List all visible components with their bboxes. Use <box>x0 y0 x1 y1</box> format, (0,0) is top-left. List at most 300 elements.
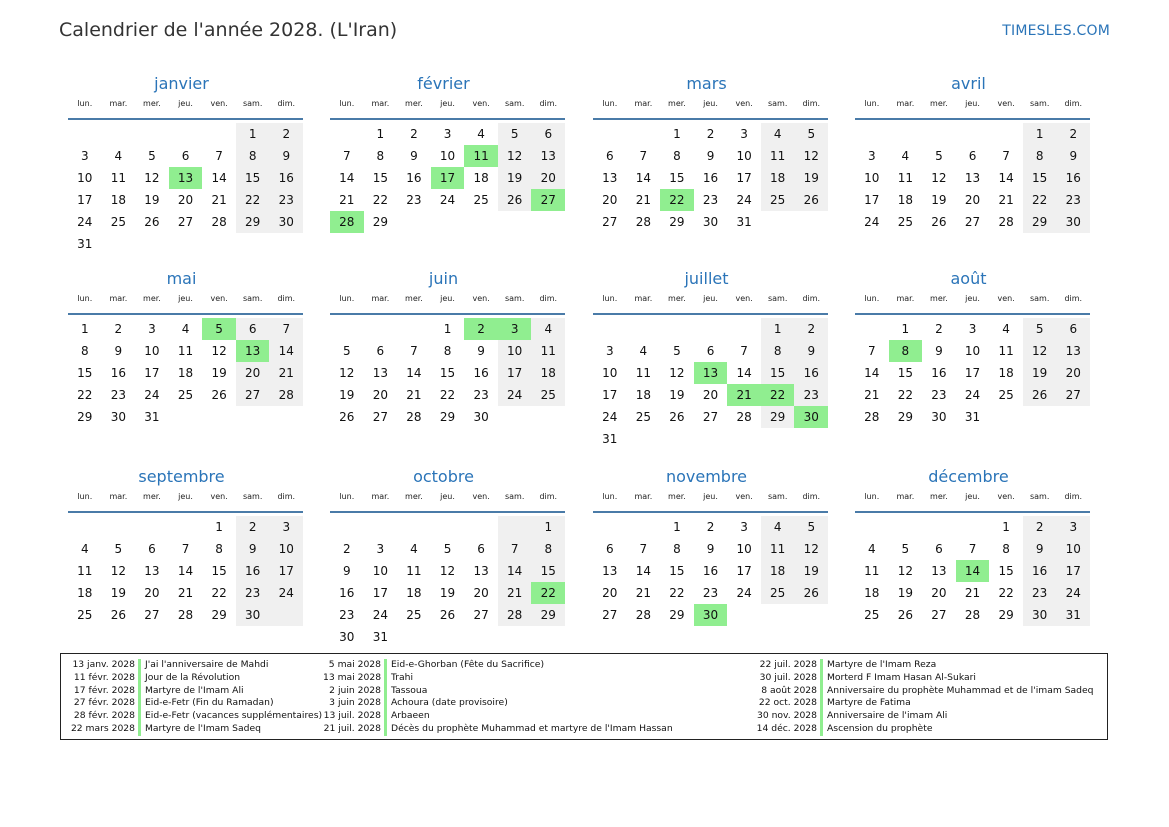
day-cell: 10 <box>77 171 93 185</box>
holiday-name: Martyre de Fatima <box>827 697 911 709</box>
holiday-date: 22 mars 2028 <box>70 722 135 734</box>
month-days-grid <box>330 490 565 648</box>
weekday-label: ven. <box>210 492 228 501</box>
weekday-header <box>330 490 565 511</box>
day-cell: 1 <box>443 322 452 336</box>
day-cell: 8 <box>531 538 565 560</box>
week-row <box>855 604 1090 626</box>
day-cell: 24 <box>372 608 388 622</box>
holiday-name: Martyre de l'Imam Sadeq <box>145 722 261 734</box>
holiday-day-cell: 17 <box>431 167 465 189</box>
week-row <box>855 362 1090 384</box>
month-days-grid <box>855 490 1090 626</box>
day-cell: 27 <box>177 215 194 229</box>
day-cell: 18 <box>635 388 651 402</box>
day-cell: 9 <box>1023 538 1057 560</box>
day-cell: 4 <box>867 542 876 556</box>
holiday-day-cell: 13 <box>694 362 728 384</box>
day-cell: 20 <box>372 388 388 402</box>
day-cell: 14 <box>864 366 880 380</box>
week-row <box>593 189 828 211</box>
weekday-label: jeu. <box>178 492 193 501</box>
weekday-header <box>330 292 565 313</box>
month-name: mars <box>686 74 727 93</box>
day-cell: 4 <box>477 127 485 141</box>
day-cell: 23 <box>339 608 355 622</box>
day-cell: 4 <box>901 149 910 163</box>
day-cell: 4 <box>181 322 190 336</box>
day-cell: 9 <box>794 340 828 362</box>
day-cell: 28 <box>177 608 194 622</box>
weekday-label: lun. <box>864 294 880 303</box>
day-cell: 15 <box>761 362 795 384</box>
day-cell: 5 <box>148 149 156 163</box>
day-cell: 16 <box>110 366 126 380</box>
week-row <box>68 406 303 428</box>
day-cell: 24 <box>77 215 93 229</box>
weekday-label: ven. <box>472 294 490 303</box>
weekday-label: lun. <box>864 492 880 501</box>
day-cell: 25 <box>177 388 194 402</box>
day-cell: 24 <box>269 582 303 604</box>
day-cell: 24 <box>144 388 160 402</box>
empty-day-cell <box>431 626 465 648</box>
day-cell: 1 <box>80 322 89 336</box>
day-cell: 17 <box>372 586 388 600</box>
day-cell: 2 <box>342 542 351 556</box>
week-row <box>593 538 828 560</box>
week-row <box>330 211 565 233</box>
day-cell: 17 <box>736 564 752 578</box>
week-row <box>68 167 303 189</box>
day-cell: 19 <box>110 586 126 600</box>
day-cell: 12 <box>144 171 160 185</box>
day-cell: 1 <box>236 123 270 145</box>
day-cell: 3 <box>376 542 385 556</box>
holiday-day-cell: 30 <box>794 406 828 428</box>
empty-day-cell <box>102 233 136 255</box>
empty-day-cell <box>794 428 828 450</box>
month-days-grid <box>68 490 303 626</box>
holiday-marker <box>138 672 141 685</box>
week-row <box>330 189 565 211</box>
holiday-date: 17 févr. 2028 <box>73 684 135 696</box>
day-cell: 24 <box>864 215 880 229</box>
day-cell: 8 <box>761 340 795 362</box>
week-row <box>330 538 565 560</box>
empty-day-cell <box>694 428 728 450</box>
week-row <box>68 362 303 384</box>
day-cell: 8 <box>443 344 452 358</box>
month-days-grid <box>68 97 303 255</box>
weekday-label: ven. <box>735 294 753 303</box>
day-cell: 16 <box>702 564 719 578</box>
day-cell: 18 <box>761 560 795 582</box>
day-cell: 20 <box>236 362 270 384</box>
day-cell: 17 <box>602 388 618 402</box>
day-cell: 30 <box>339 630 355 644</box>
day-cell: 13 <box>531 145 565 167</box>
header-divider <box>593 118 828 120</box>
week-row <box>330 604 565 626</box>
month-days-grid <box>855 97 1090 233</box>
week-row <box>593 406 828 428</box>
weekday-label: dim. <box>802 492 821 501</box>
day-cell: 21 <box>635 586 651 600</box>
month-name: août <box>950 269 987 288</box>
weekday-label: lun. <box>77 492 93 501</box>
weekday-label: jeu. <box>703 99 718 108</box>
day-cell: 18 <box>531 362 565 384</box>
header-divider <box>855 118 1090 120</box>
week-row <box>68 318 303 340</box>
day-cell: 10 <box>498 340 532 362</box>
holiday-name: Tassoua <box>391 684 428 696</box>
week-row <box>68 604 303 626</box>
weekday-label: lun. <box>339 99 355 108</box>
day-cell: 3 <box>867 149 876 163</box>
day-cell: 15 <box>998 564 1014 578</box>
weekday-label: sam. <box>1029 492 1050 501</box>
weekday-label: mer. <box>668 492 686 501</box>
day-cell: 28 <box>635 608 651 622</box>
day-cell: 8 <box>1002 542 1010 556</box>
day-cell: 29 <box>531 604 565 626</box>
holiday-day-cell: 22 <box>531 582 565 604</box>
weekday-label: jeu. <box>965 492 980 501</box>
holiday-day-cell: 14 <box>956 560 990 582</box>
empty-day-cell <box>627 123 661 145</box>
day-cell: 18 <box>110 193 126 207</box>
day-cell: 17 <box>77 193 93 207</box>
day-cell: 25 <box>406 608 422 622</box>
day-cell: 19 <box>1023 362 1057 384</box>
week-row <box>330 145 565 167</box>
day-cell: 29 <box>897 410 913 424</box>
weekday-label: dim. <box>277 294 296 303</box>
week-row <box>593 428 828 450</box>
day-cell: 13 <box>964 171 981 185</box>
day-cell: 24 <box>439 193 456 207</box>
day-cell: 11 <box>897 171 913 185</box>
week-row <box>855 406 1090 428</box>
week-row <box>68 582 303 604</box>
day-cell: 1 <box>1023 123 1057 145</box>
weekday-label: jeu. <box>965 99 980 108</box>
day-cell: 21 <box>177 586 194 600</box>
day-cell: 2 <box>706 520 715 534</box>
day-cell: 2 <box>236 516 270 538</box>
day-cell: 21 <box>269 362 303 384</box>
month-days-grid <box>330 292 565 428</box>
empty-day-cell <box>593 123 627 145</box>
day-cell: 30 <box>702 215 719 229</box>
holiday-name: Morterd F Imam Hasan Al-Sukari <box>827 671 976 683</box>
month-name: novembre <box>665 467 748 486</box>
day-cell: 24 <box>1056 582 1090 604</box>
week-row <box>330 167 565 189</box>
empty-day-cell <box>68 516 102 538</box>
week-row <box>855 167 1090 189</box>
day-cell: 25 <box>998 388 1014 402</box>
day-cell: 22 <box>439 388 456 402</box>
day-cell: 30 <box>236 604 270 626</box>
week-row <box>855 384 1090 406</box>
empty-day-cell <box>694 318 728 340</box>
day-cell: 27 <box>602 608 618 622</box>
day-cell: 21 <box>635 193 651 207</box>
day-cell: 8 <box>376 149 385 163</box>
day-cell: 11 <box>531 340 565 362</box>
day-cell: 14 <box>635 564 651 578</box>
day-cell: 4 <box>1002 322 1010 336</box>
day-cell: 19 <box>144 193 160 207</box>
empty-day-cell <box>531 626 565 648</box>
day-cell: 7 <box>215 149 223 163</box>
day-cell: 19 <box>498 167 532 189</box>
holiday-marker <box>820 697 823 710</box>
empty-day-cell <box>135 123 169 145</box>
day-cell: 13 <box>144 564 160 578</box>
site-link[interactable]: TIMESLES.COM <box>1002 23 1110 39</box>
day-cell: 8 <box>1023 145 1057 167</box>
day-cell: 1 <box>673 127 681 141</box>
week-row <box>330 516 565 538</box>
holiday-marker <box>384 659 387 672</box>
day-cell: 25 <box>864 608 880 622</box>
month-name: septembre <box>138 467 225 486</box>
day-cell: 3 <box>443 127 452 141</box>
week-row <box>855 560 1090 582</box>
day-cell: 14 <box>339 171 355 185</box>
day-cell: 31 <box>1056 604 1090 626</box>
week-row <box>855 340 1090 362</box>
day-cell: 25 <box>77 608 93 622</box>
weekday-label: jeu. <box>440 294 455 303</box>
legend-entry <box>61 685 322 698</box>
day-cell: 26 <box>110 608 126 622</box>
weekday-label: ven. <box>472 99 490 108</box>
empty-day-cell <box>135 233 169 255</box>
day-cell: 8 <box>673 149 681 163</box>
day-cell: 2 <box>794 318 828 340</box>
day-cell: 10 <box>1056 538 1090 560</box>
day-cell: 5 <box>901 542 910 556</box>
day-cell: 23 <box>1023 582 1057 604</box>
month-1 <box>59 73 304 255</box>
day-cell: 17 <box>498 362 532 384</box>
day-cell: 22 <box>1023 189 1057 211</box>
day-cell: 23 <box>406 193 422 207</box>
day-cell: 29 <box>372 215 388 229</box>
weekday-label: sam. <box>242 294 263 303</box>
legend-entry <box>323 710 673 723</box>
weekday-label: ven. <box>997 99 1015 108</box>
day-cell: 13 <box>931 564 947 578</box>
day-cell: 9 <box>477 344 485 358</box>
day-cell: 24 <box>964 388 981 402</box>
holiday-marker <box>138 697 141 710</box>
weekday-label: mer. <box>143 99 161 108</box>
day-cell: 11 <box>177 344 194 358</box>
day-cell: 15 <box>372 171 388 185</box>
day-cell: 9 <box>706 542 715 556</box>
empty-day-cell <box>889 516 923 538</box>
day-cell: 21 <box>864 388 880 402</box>
day-cell: 16 <box>931 366 947 380</box>
holiday-date: 5 mai 2028 <box>328 659 381 670</box>
day-cell: 2 <box>269 123 303 145</box>
week-row <box>330 123 565 145</box>
empty-day-cell <box>498 211 532 233</box>
day-cell: 17 <box>864 193 880 207</box>
day-cell: 20 <box>964 193 981 207</box>
weekday-label: sam. <box>767 492 788 501</box>
weekday-label: mar. <box>109 294 128 303</box>
week-row <box>855 211 1090 233</box>
day-cell: 8 <box>215 542 223 556</box>
day-cell: 17 <box>269 560 303 582</box>
day-cell: 26 <box>669 410 685 424</box>
weekday-label: sam. <box>1029 294 1050 303</box>
month-days-grid <box>68 292 303 428</box>
holiday-marker <box>820 685 823 698</box>
empty-day-cell <box>761 604 795 626</box>
day-cell: 29 <box>998 608 1014 622</box>
day-cell: 19 <box>211 366 227 380</box>
day-cell: 12 <box>794 538 828 560</box>
legend-entry <box>747 710 1093 723</box>
day-cell: 5 <box>1023 318 1057 340</box>
day-cell: 26 <box>144 215 160 229</box>
weekday-label: lun. <box>864 99 880 108</box>
weekday-label: dim. <box>277 99 296 108</box>
month-days-grid <box>855 292 1090 428</box>
day-cell: 13 <box>602 171 618 185</box>
day-cell: 27 <box>964 215 981 229</box>
header-divider <box>593 511 828 513</box>
day-cell: 5 <box>443 542 452 556</box>
week-row <box>593 123 828 145</box>
weekday-label: ven. <box>735 99 753 108</box>
weekday-label: dim. <box>539 492 558 501</box>
day-cell: 1 <box>1002 520 1010 534</box>
empty-day-cell <box>169 123 203 145</box>
day-cell: 11 <box>77 564 93 578</box>
week-row <box>855 582 1090 604</box>
day-cell: 28 <box>964 608 981 622</box>
weekday-label: mer. <box>930 99 948 108</box>
weekday-label: lun. <box>339 294 355 303</box>
weekday-label: jeu. <box>965 294 980 303</box>
empty-day-cell <box>202 406 236 428</box>
week-row <box>68 233 303 255</box>
day-cell: 18 <box>864 586 880 600</box>
day-cell: 6 <box>605 542 614 556</box>
day-cell: 9 <box>342 564 351 578</box>
day-cell: 6 <box>935 542 943 556</box>
header-divider <box>68 118 303 120</box>
holiday-name: Martyre de l'Imam Ali <box>145 684 244 696</box>
day-cell: 19 <box>794 560 828 582</box>
holiday-marker <box>384 710 387 723</box>
day-cell: 22 <box>897 388 913 402</box>
day-cell: 7 <box>410 344 418 358</box>
month-8 <box>846 268 1091 428</box>
day-cell: 27 <box>144 608 160 622</box>
day-cell: 10 <box>144 344 160 358</box>
week-row <box>593 516 828 538</box>
empty-day-cell <box>498 406 532 428</box>
empty-day-cell <box>956 123 990 145</box>
day-cell: 9 <box>706 149 715 163</box>
week-row <box>68 211 303 233</box>
day-cell: 17 <box>736 171 752 185</box>
day-cell: 12 <box>897 564 913 578</box>
day-cell: 29 <box>439 410 456 424</box>
day-cell: 19 <box>794 167 828 189</box>
day-cell: 2 <box>1056 123 1090 145</box>
day-cell: 7 <box>342 149 351 163</box>
empty-day-cell <box>794 211 828 233</box>
day-cell: 21 <box>406 388 422 402</box>
day-cell: 25 <box>761 582 795 604</box>
day-cell: 5 <box>498 123 532 145</box>
holiday-name: J'ai l'anniversaire de Mahdi <box>145 659 269 670</box>
day-cell: 16 <box>406 171 422 185</box>
month-4 <box>846 73 1091 233</box>
day-cell: 8 <box>236 145 270 167</box>
day-cell: 16 <box>794 362 828 384</box>
day-cell: 30 <box>473 410 489 424</box>
day-cell: 30 <box>1023 604 1057 626</box>
day-cell: 20 <box>473 586 489 600</box>
day-cell: 5 <box>794 123 828 145</box>
day-cell: 28 <box>406 410 422 424</box>
holiday-marker <box>820 723 823 736</box>
day-cell: 19 <box>897 586 913 600</box>
day-cell: 29 <box>211 608 227 622</box>
day-cell: 15 <box>531 560 565 582</box>
week-row <box>68 340 303 362</box>
day-cell: 12 <box>498 145 532 167</box>
day-cell: 4 <box>531 318 565 340</box>
holiday-name: Eid-e-Fetr (vacances supplémentaires) <box>145 710 323 722</box>
day-cell: 1 <box>901 322 910 336</box>
day-cell: 6 <box>706 344 715 358</box>
empty-day-cell <box>855 516 889 538</box>
holiday-day-cell: 30 <box>694 604 728 626</box>
month-days-grid <box>330 97 565 233</box>
day-cell: 27 <box>372 410 388 424</box>
day-cell: 14 <box>736 366 752 380</box>
day-cell: 31 <box>144 410 160 424</box>
empty-day-cell <box>989 123 1023 145</box>
week-row <box>68 145 303 167</box>
day-cell: 29 <box>761 406 795 428</box>
empty-day-cell <box>135 516 169 538</box>
day-cell: 5 <box>794 516 828 538</box>
empty-day-cell <box>169 516 203 538</box>
weekday-label: sam. <box>242 492 263 501</box>
day-cell: 2 <box>410 127 418 141</box>
empty-day-cell <box>660 318 694 340</box>
holiday-marker <box>138 710 141 723</box>
weekday-label: sam. <box>504 99 525 108</box>
day-cell: 5 <box>673 344 681 358</box>
day-cell: 16 <box>473 366 489 380</box>
weekday-label: dim. <box>1064 294 1083 303</box>
